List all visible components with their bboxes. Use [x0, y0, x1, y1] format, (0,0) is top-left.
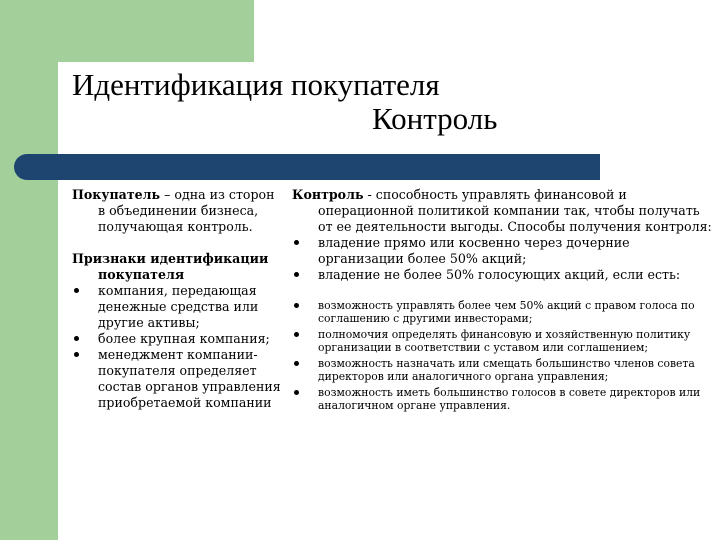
bullet-icon	[74, 288, 79, 293]
title-divider-bar	[14, 154, 600, 180]
list-item: более крупная компания;	[72, 331, 284, 347]
title-line-2: Контроль	[372, 101, 498, 136]
list-item: менеджмент компании-покупателя определяет состав органов управления приобретаемой компании	[72, 347, 284, 411]
bullet-icon	[294, 303, 299, 308]
conditions-list	[292, 299, 712, 412]
control-term: Контроль	[292, 187, 364, 202]
slide-title	[72, 68, 497, 136]
right-column	[292, 187, 712, 412]
green-top-block	[0, 0, 254, 62]
bullet-icon	[74, 352, 79, 357]
list-item: возможность назначать или смещать большинство членов совета директоров или аналогичного органа управления;	[292, 357, 712, 383]
bullet-icon	[294, 390, 299, 395]
bullet-icon	[294, 240, 299, 245]
list-item: полномочия определять финансовую и хозяйственную политику организации в соответствии с уставом или соглашением;	[292, 328, 712, 354]
bullet-icon	[294, 361, 299, 366]
bullet-icon	[74, 336, 79, 341]
list-item: возможность управлять более чем 50% акций с правом голоса по соглашению с другими инвесторами;	[292, 299, 712, 325]
signs-heading: Признаки идентификации покупателя	[72, 251, 269, 282]
ways-list	[292, 235, 712, 283]
list-item: владение прямо или косвенно через дочерние организации более 50% акций;	[292, 235, 712, 267]
bullet-icon	[294, 272, 299, 277]
signs-list	[72, 283, 284, 411]
bullet-icon	[294, 332, 299, 337]
buyer-definition	[72, 187, 284, 235]
list-item: владение не более 50% голосующих акций, если есть:	[292, 267, 712, 283]
buyer-definition-text: – одна из сторон в объединении бизнеса, получающая контроль.	[98, 187, 275, 234]
list-item: возможность иметь большинство голосов в совете директоров или аналогичном органе управления.	[292, 386, 712, 412]
control-definition-text: - способность управлять финансовой и операционной политикой компании так, чтобы получать от ее деятельности выгоды. Способы получения контроля:	[318, 187, 712, 234]
title-line-1: Идентификация покупателя	[72, 67, 440, 102]
control-definition	[292, 187, 712, 235]
left-column	[72, 187, 284, 411]
list-item: компания, передающая денежные средства или другие активы;	[72, 283, 284, 331]
buyer-term: Покупатель	[72, 187, 161, 202]
green-side-band	[0, 0, 58, 540]
